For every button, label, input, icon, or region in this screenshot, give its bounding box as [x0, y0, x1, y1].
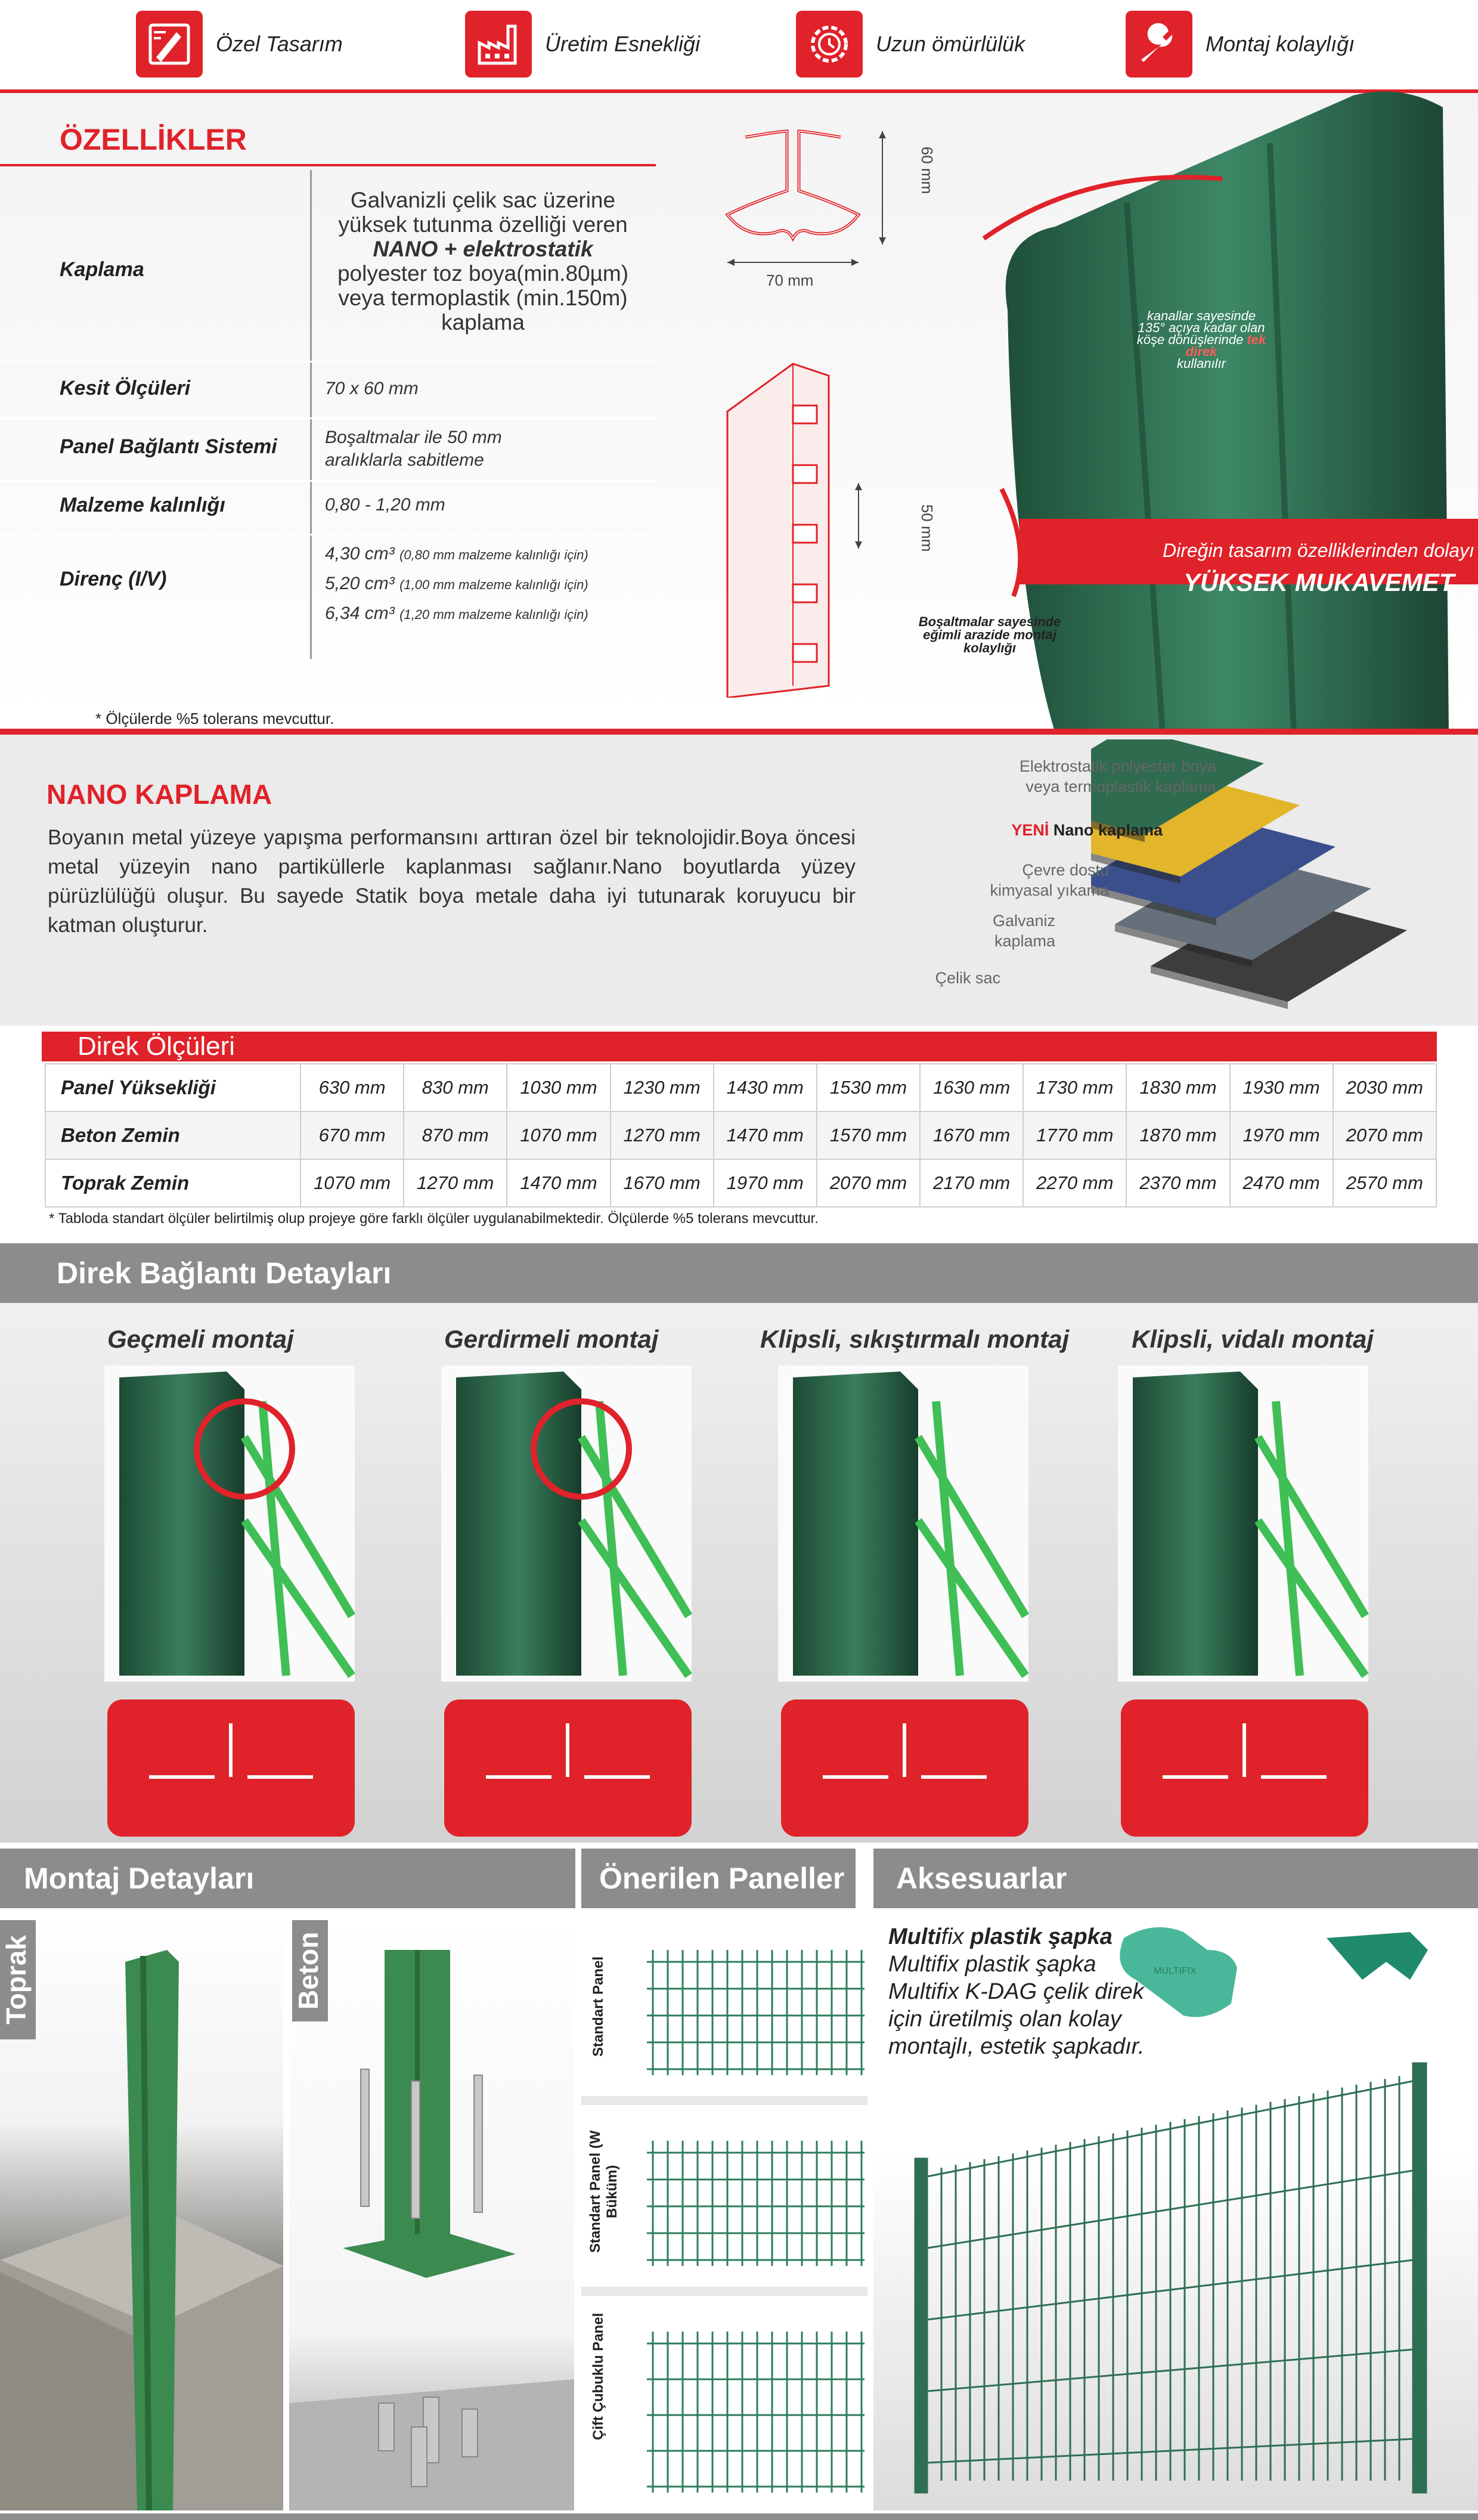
sizes-cell: 1970 mm — [714, 1159, 817, 1207]
row-divider — [0, 480, 656, 482]
concrete-post-drawing — [289, 1914, 574, 2510]
sizes-title: Direk Ölçüleri — [42, 1032, 1437, 1061]
panels-header: Önerilen Paneller — [581, 1849, 856, 1908]
layer-label-line: Elektrostatik polyester boya — [1019, 757, 1216, 775]
dim-spacing-label: 50 mm — [918, 504, 937, 552]
connection-header: Direk Bağlantı Detayları — [0, 1243, 1478, 1303]
concrete-label: Beton — [292, 1920, 328, 2021]
product-name: plastik şapka — [970, 1924, 1113, 1949]
resistance-value: 4,30 cm³ — [325, 544, 395, 564]
sizes-cell: 1230 mm — [611, 1064, 714, 1112]
spec-value-section: 70 x 60 mm — [325, 379, 419, 398]
layer-label-line: kaplama — [994, 932, 1055, 950]
row-divider — [0, 417, 656, 419]
spec-value-resistance — [325, 540, 588, 629]
sizes-cell: 1670 mm — [920, 1112, 1023, 1159]
connection-illustration — [1118, 1366, 1368, 1837]
callout-line: Boşaltmalar sayesinde — [918, 614, 1061, 629]
resistance-note: (1,00 mm malzeme kalınlığı için) — [399, 577, 588, 592]
feature-label: Özel Tasarım — [216, 32, 343, 56]
soil-label: Toprak — [0, 1920, 36, 2039]
callout-line: 135° açıya kadar olan — [1138, 320, 1265, 335]
sizes-cell: 1030 mm — [507, 1064, 610, 1112]
montaj-concrete-image — [289, 1914, 574, 2510]
callout-line: eğimli arazide montaj — [923, 627, 1056, 642]
sizes-cell: 1970 mm — [1230, 1112, 1333, 1159]
panel-drawings — [581, 1914, 867, 2510]
nano-title: NANO KAPLAMA — [47, 779, 272, 810]
cap-stamp: MULTIFIX — [1154, 1966, 1197, 1976]
layer-label-wash — [912, 860, 1109, 900]
sizes-cell: 830 mm — [404, 1064, 507, 1112]
sizes-cell: 1930 mm — [1230, 1064, 1333, 1112]
callout-highlight: tek direk — [1185, 332, 1266, 359]
panel-grid — [647, 2141, 865, 2266]
resistance-value: 6,34 cm³ — [325, 603, 395, 623]
resistance-value: 5,20 cm³ — [325, 574, 395, 593]
spec-value-coating — [310, 188, 656, 335]
sizes-cell: 1570 mm — [817, 1112, 920, 1159]
sizes-cell: 2270 mm — [1023, 1159, 1126, 1207]
layer-label-nano — [912, 820, 1163, 840]
sizes-cell: 630 mm — [300, 1064, 404, 1112]
post — [793, 1372, 918, 1676]
coating-line: polyester toz boya(min.80µm) — [337, 261, 629, 286]
panel-label-w-bend: Standart Panel (W Büküm) — [587, 2130, 620, 2253]
coating-line-nano: NANO + elektrostatik — [373, 237, 593, 261]
spec-value-thickness: 0,80 - 1,20 mm — [325, 495, 445, 515]
feature-label: Montaj kolaylığı — [1206, 32, 1355, 56]
resistance-note: (0,80 mm malzeme kalınlığı için) — [399, 547, 588, 562]
panel-label-standard: Standart Panel — [590, 1956, 606, 2057]
sizes-cell: 1070 mm — [507, 1112, 610, 1159]
resistance-note: (1,20 mm malzeme kalınlığı için) — [399, 607, 588, 622]
banner-line-2: YÜKSEK MUKAVEMET — [1183, 568, 1455, 596]
post — [119, 1372, 244, 1676]
nano-top-rule — [0, 729, 1478, 735]
fence-post — [1413, 2063, 1426, 2493]
layer-label-line: Çevre dostu — [1022, 861, 1109, 879]
post — [1133, 1372, 1258, 1676]
sizes-cell: 1070 mm — [300, 1159, 404, 1207]
dim-width-label: 70 mm — [766, 271, 814, 289]
spec-label-panel-connection: Panel Bağlantı Sistemi — [60, 435, 277, 458]
sizes-cell: 1470 mm — [714, 1112, 817, 1159]
panels-column — [581, 1914, 867, 2510]
brand-name-suffix: fix — [941, 1924, 964, 1949]
connection-title-4: Klipsli, vidalı montaj — [1132, 1325, 1374, 1353]
layer-label-galvaniz — [912, 911, 1055, 951]
dim-height-label: 60 mm — [918, 146, 937, 194]
panel-grid — [647, 1950, 865, 2075]
layer-label-line: veya termoplastik kaplama — [1025, 778, 1216, 795]
sizes-cell: 2030 mm — [1333, 1064, 1436, 1112]
accessory-text: Multifix plastik şapka Multifix K-DAG çelik direk için üretilmiş olan kolay montajlı, estetik şapkadır. — [888, 1952, 1145, 2059]
nano-description: Boyanın metal yüzeye yapışma performansını arttıran özel bir teknolojidir.Boya öncesi metal yüzeyin nano partiküllerle kaplanması sağlanır.Nano boyutlarda yüzey pürüzlülüğü oluşur. Bu sayede Statik boya metale daha iyi tutunarak koruyucu bir katman oluşturur. — [48, 826, 856, 937]
coating-line: kaplama — [441, 310, 525, 335]
gear-clock-icon — [796, 11, 863, 78]
sizes-note: * Tabloda standart ölçüler belirtilmiş olup projeye göre farklı ölçüler uygulanabilmektedir. Ölçülerde %5 tolerans mevcuttur. — [49, 1211, 819, 1227]
factory-icon — [465, 11, 532, 78]
sizes-row — [45, 1064, 1436, 1112]
post-elevation-drawing — [704, 352, 894, 698]
sizes-cell: 1530 mm — [817, 1064, 920, 1112]
callout-line: köşe dönüşlerinde — [1136, 332, 1244, 347]
sizes-cell: 870 mm — [404, 1112, 507, 1159]
sizes-cell: 1630 mm — [920, 1064, 1023, 1112]
panel-label-double-bar: Çift Çubuklu Panel — [590, 2312, 606, 2440]
sizes-cell: 1770 mm — [1023, 1112, 1126, 1159]
footer-rule — [0, 2513, 1478, 2520]
fence-and-cap-drawing — [873, 1914, 1478, 2510]
callout-line: kanallar sayesinde — [1147, 308, 1256, 323]
layer-label-steel: Çelik sac — [935, 969, 1000, 987]
post — [456, 1372, 581, 1676]
sizes-cell: 1430 mm — [714, 1064, 817, 1112]
sizes-cell: 2070 mm — [1333, 1112, 1436, 1159]
soil-post-drawing — [0, 1914, 283, 2510]
coating-line: veya termoplastik (min.150m) — [338, 286, 628, 310]
brand-name: Multi — [888, 1924, 941, 1949]
sizes-cell: 2570 mm — [1333, 1159, 1436, 1207]
sizes-cell: 1470 mm — [507, 1159, 610, 1207]
feature-label: Üretim Esnekliği — [545, 32, 701, 56]
layer-label-line: Nano kaplama — [1053, 821, 1163, 839]
connection-illustration — [778, 1366, 1028, 1837]
connection-title-3: Klipsli, sıkıştırmalı montaj — [760, 1325, 1070, 1353]
sizes-row — [45, 1112, 1436, 1159]
value-line: aralıklarla sabitleme — [325, 450, 484, 470]
sizes-row — [45, 1159, 1436, 1207]
spec-label-thickness: Malzeme kalınlığı — [60, 494, 225, 516]
spec-value-panel-connection — [325, 426, 502, 472]
fence-post — [915, 2159, 927, 2493]
sizes-row-label: Toprak Zemin — [45, 1159, 300, 1207]
connection-title-2: Gerdirmeli montaj — [444, 1325, 659, 1353]
layer-label-line: Galvaniz — [992, 912, 1055, 930]
montaj-header: Montaj Detayları — [0, 1849, 575, 1908]
sizes-cell: 1830 mm — [1126, 1064, 1229, 1112]
sizes-table — [45, 1063, 1437, 1208]
feature-production-flexibility — [465, 11, 700, 78]
feature-label: Uzun ömürlülük — [876, 32, 1025, 56]
connection-illustrations — [0, 1366, 1478, 1843]
sizes-cell: 2470 mm — [1230, 1159, 1333, 1207]
callout-line: kullanılır — [1177, 356, 1226, 371]
accessories-header: Aksesuarlar — [873, 1849, 1478, 1908]
callout-line: kolaylığı — [963, 640, 1017, 655]
sizes-cell: 1730 mm — [1023, 1064, 1126, 1112]
panel-grid — [647, 2332, 865, 2493]
callout-slots — [903, 615, 1076, 655]
callout-channels — [1121, 310, 1282, 370]
sizes-cell: 2070 mm — [817, 1159, 920, 1207]
spec-label-resistance: Direnç (I/V) — [60, 568, 167, 590]
sizes-cell: 1270 mm — [611, 1112, 714, 1159]
montaj-soil-image — [0, 1914, 283, 2510]
post-cross-section-drawing — [709, 119, 930, 298]
features-title: ÖZELLİKLER — [60, 123, 247, 156]
sizes-cell: 1270 mm — [404, 1159, 507, 1207]
sizes-row-label: Beton Zemin — [45, 1112, 300, 1159]
nano-new-badge: YENİ — [1011, 821, 1049, 839]
pen-ruler-icon — [136, 11, 203, 78]
spec-label-section: Kesit Ölçüleri — [60, 377, 191, 400]
coating-line: yüksek tutunma özelliği veren — [338, 212, 628, 237]
sizes-row-label: Panel Yüksekliği — [45, 1064, 300, 1112]
coating-line: Galvanizli çelik sac üzerine — [350, 188, 616, 212]
connection-illustration — [104, 1366, 355, 1837]
value-line: Boşaltmalar ile 50 mm — [325, 428, 502, 447]
sizes-cell: 2170 mm — [920, 1159, 1023, 1207]
sizes-cell: 670 mm — [300, 1112, 404, 1159]
sizes-cell: 1670 mm — [611, 1159, 714, 1207]
connection-illustration — [441, 1366, 692, 1837]
sizes-cell: 1870 mm — [1126, 1112, 1229, 1159]
layer-label-line: kimyasal yıkama — [990, 881, 1109, 899]
connection-title-1: Geçmeli montaj — [107, 1325, 294, 1353]
banner-line-1: Direğin tasarım özelliklerinden dolayı — [1163, 540, 1474, 561]
layer-label-paint — [912, 756, 1216, 797]
row-divider — [0, 534, 656, 535]
feature-custom-design — [136, 11, 343, 78]
row-divider — [0, 361, 656, 363]
features-underline — [0, 164, 656, 166]
spec-label-coating: Kaplama — [60, 258, 144, 281]
sizes-cell: 2370 mm — [1126, 1159, 1229, 1207]
tolerance-note: * Ölçülerde %5 tolerans mevcuttur. — [95, 710, 334, 727]
